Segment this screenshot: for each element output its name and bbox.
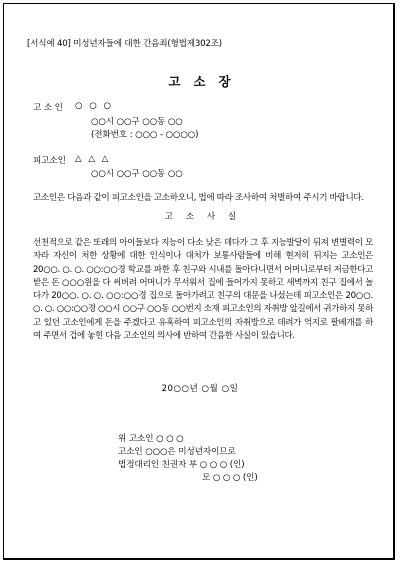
complainant-address: ○○시 ○○구 ○○동 ○○: [91, 117, 183, 127]
form-title: [서식예 40] 미성년자들에 대한 간음죄(형법제302조): [27, 39, 222, 49]
signature-line-1: 위 고소인 ○ ○ ○: [118, 434, 184, 444]
defendant-label: 피고소인: [33, 156, 66, 166]
section-heading: 고 소 사 실: [164, 212, 242, 222]
complainant-name: ○ ○ ○: [75, 101, 113, 111]
signature-line-3: 법정대리인 친권자 부 ○ ○ ○ (인): [118, 460, 245, 470]
signature-line-2: 고소인 ○○○은 미성년자이므로: [118, 447, 236, 457]
complainant-phone: (전화번호 : ○○○ - ○○○○): [91, 130, 199, 140]
document-date: 20○○년 ○월 ○일: [161, 384, 239, 394]
intro-text: 고소인은 다음과 같이 피고소인을 고소하오니, 법에 따라 조사하여 처벌하여 주시기 바랍니다.: [33, 193, 364, 203]
defendant-address: ○○시 ○○구 ○○동 ○○: [91, 169, 183, 179]
defendant-name: △ △ △: [75, 154, 111, 164]
signature-line-4: 모 ○ ○ ○ (인): [202, 473, 258, 483]
facts-paragraph: [33, 237, 373, 343]
document-title: 고소장: [168, 74, 244, 89]
complainant-label: 고 소 인: [33, 103, 63, 113]
facts-text: 선천적으로 같은 또래의 아이들보다 지능이 다소 낮은 데다가 그 후 지능발달이 뒤져 변별력이 모자라 자신이 처한 상황에 대한 인식이나 대처가 보통사람들에 비해 현저히 뒤지는 고소인은 20○○. ○. ○. ○○:○○경 학교를 파한 후 친구와 시내를 돌아다니면서 어머니로부터 저금한다고 받은 돈 ○○○원을 다 써버려 어머니가 무서워서 집에 들어가지 못하고 새벽까지 친구 집에서 놀다가 20○○. ○. ○. ○○:○○경 집으로 돌아가려고 친구의 대문을 나섰는데 피고소인은 20○○. ○. ○. ○○:○○경 ○○시 ○○구 ○○동 ○○번지 소재 피고소인의 자취방 앞길에서 귀가하지 못하고 있던 고소인에게 돈을 주겠다고 유혹하여 피고소인의 자취방으로 데려가 억지로 팔베개를 하여 주면서 겁에 놓힌 다음 고소인의 의사에 반하여 간음한 사실이 있습니다.: [33, 238, 373, 342]
